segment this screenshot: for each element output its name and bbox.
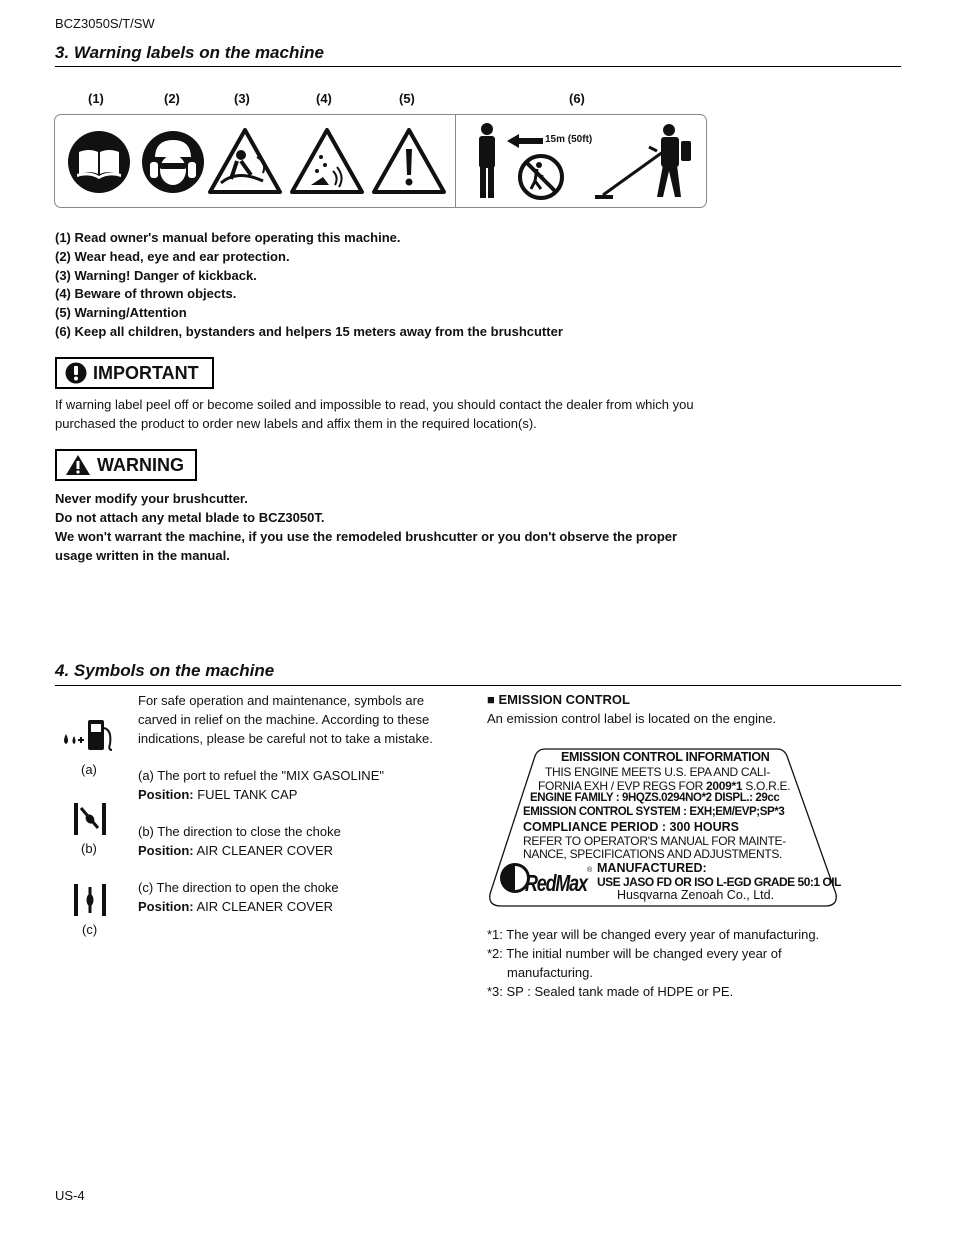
- warning-label: WARNING: [97, 454, 184, 475]
- label-text: 29cc: [755, 792, 780, 804]
- label-line: THIS ENGINE MEETS U.S. EPA AND CALI-: [545, 765, 771, 779]
- section-3-rule: [55, 66, 901, 67]
- label-number-5: (5): [399, 91, 415, 106]
- important-line: If warning label peel off or become soiled and impossible to read, you should contact the dealer from which you: [55, 397, 694, 412]
- list-item: (5) Warning/Attention: [55, 305, 187, 321]
- important-text: [55, 395, 694, 433]
- page-number: US-4: [55, 1188, 85, 1203]
- choke-open-icon: [72, 883, 108, 917]
- registered-mark: ®: [587, 867, 593, 874]
- read-manual-icon: [67, 130, 131, 194]
- important-line: purchased the product to order new labels and affix them in the required location(s).: [55, 416, 537, 431]
- warning-line: Do not attach any metal blade to BCZ3050T.: [55, 510, 325, 525]
- label-number-4: (4): [316, 91, 332, 106]
- thrown-objects-icon: [289, 127, 365, 195]
- emission-heading: ■ EMISSION CONTROL: [487, 692, 630, 707]
- label-line: COMPLIANCE PERIOD : 300 HOURS: [523, 820, 740, 834]
- warning-line: Never modify your brushcutter.: [55, 491, 248, 506]
- label-company: Husqvarna Zenoah Co., Ltd.: [617, 888, 775, 902]
- list-item: (6) Keep all children, bystanders and helpers 15 meters away from the brushcutter: [55, 323, 563, 339]
- position-label: Position:: [138, 787, 194, 802]
- label-text: EMISSION CONTROL SYSTEM :: [523, 806, 690, 818]
- note-line: *1: The year will be changed every year of manufacturing.: [487, 927, 820, 942]
- label-line: [530, 792, 779, 804]
- label-number-6: (6): [569, 91, 585, 106]
- important-label: IMPORTANT: [93, 362, 199, 383]
- label-text: ENGINE FAMILY :: [530, 792, 623, 804]
- symbol-desc-b: [138, 822, 341, 860]
- position-value: FUEL TANK CAP: [193, 787, 298, 802]
- intro-line: carved in relief on the machine. According to these: [138, 712, 430, 727]
- label-text: 9HQZS.0294NO*2: [622, 792, 712, 804]
- fuel-mix-icon: [60, 714, 116, 754]
- list-item: (1) Read owner's manual before operating this machine.: [55, 230, 401, 245]
- label-line: [538, 779, 790, 793]
- symbol-caption-b: (b): [81, 841, 97, 856]
- warning-label-panel: [54, 114, 707, 208]
- symbol-desc: (c) The direction to open the choke: [138, 880, 339, 895]
- warning-line: usage written in the manual.: [55, 548, 230, 563]
- position-value: AIR CLEANER COVER: [193, 899, 334, 914]
- note-line: manufacturing.: [507, 965, 593, 980]
- note-line: *3: SP : Sealed tank made of HDPE or PE.: [487, 984, 734, 999]
- symbol-desc-c: [138, 878, 339, 916]
- list-item: (4) Beware of thrown objects.: [55, 286, 237, 302]
- symbol-desc: (b) The direction to close the choke: [138, 824, 341, 839]
- choke-close-icon: [72, 802, 108, 836]
- head-eye-ear-protection-icon: [141, 130, 205, 194]
- warning-label-list: [55, 229, 563, 342]
- label-oil: USE JASO FD OR ISO L-EGD GRADE 50:1 OIL: [597, 875, 841, 889]
- redmax-brand: RedMax: [525, 870, 587, 896]
- section-4-title: 4. Symbols on the machine: [55, 661, 275, 680]
- emission-subtext: An emission control label is located on the engine.: [487, 711, 777, 726]
- label-text: DISPL.:: [711, 792, 756, 804]
- position-label: Position:: [138, 843, 194, 858]
- kickback-warning-icon: [207, 127, 283, 195]
- model-number: BCZ3050S/T/SW: [55, 16, 155, 31]
- label-text: FORNIA EXH / EVP REGS FOR: [538, 779, 707, 793]
- warning-callout: [55, 449, 197, 481]
- label-number-1: (1): [88, 91, 104, 106]
- warning-triangle-icon: [65, 454, 91, 476]
- label-text: S.O.R.E.: [742, 779, 791, 793]
- emission-notes: [487, 925, 819, 1001]
- important-callout: [55, 357, 214, 389]
- distance-label: 15m (50ft): [545, 134, 593, 145]
- note-line: *2: The initial number will be changed every year of: [487, 946, 782, 961]
- symbol-desc: (a) The port to refuel the "MIX GASOLINE": [138, 768, 384, 783]
- label-text: EXH;EM/EVP;SP*3: [689, 806, 785, 818]
- symbol-desc-a: [138, 766, 384, 804]
- label-number-2: (2): [164, 91, 180, 106]
- warning-line: We won't warrant the machine, if you use the remodeled brushcutter or you don't observe the proper: [55, 529, 678, 544]
- position-label: Position:: [138, 899, 194, 914]
- label-title: EMISSION CONTROL INFORMATION: [561, 750, 770, 764]
- label-line: REFER TO OPERATOR'S MANUAL FOR MAINTE-: [523, 834, 786, 848]
- label-text: 2009*1: [706, 779, 743, 793]
- label-number-3: (3): [234, 91, 250, 106]
- intro-line: For safe operation and maintenance, symbols are: [138, 693, 425, 708]
- intro-line: indications, please be careful not to take a mistake.: [138, 731, 433, 746]
- section-3-title: 3. Warning labels on the machine: [55, 43, 324, 62]
- label-line: NANCE, SPECIFICATIONS AND ADJUSTMENTS.: [523, 847, 783, 861]
- symbols-intro: [138, 691, 433, 748]
- section-4-rule: [55, 685, 901, 686]
- emission-control-label: [487, 746, 839, 908]
- symbol-caption-a: (a): [81, 762, 97, 777]
- warning-text: [55, 489, 677, 565]
- general-warning-icon: [371, 127, 447, 195]
- list-item: (3) Warning! Danger of kickback.: [55, 267, 257, 283]
- exclamation-circle-icon: [65, 362, 87, 384]
- label-manufactured: MANUFACTURED:: [597, 861, 707, 875]
- label-line: [523, 806, 784, 818]
- symbol-caption-c: (c): [82, 922, 98, 937]
- list-item: (2) Wear head, eye and ear protection.: [55, 248, 290, 264]
- position-value: AIR CLEANER COVER: [193, 843, 334, 858]
